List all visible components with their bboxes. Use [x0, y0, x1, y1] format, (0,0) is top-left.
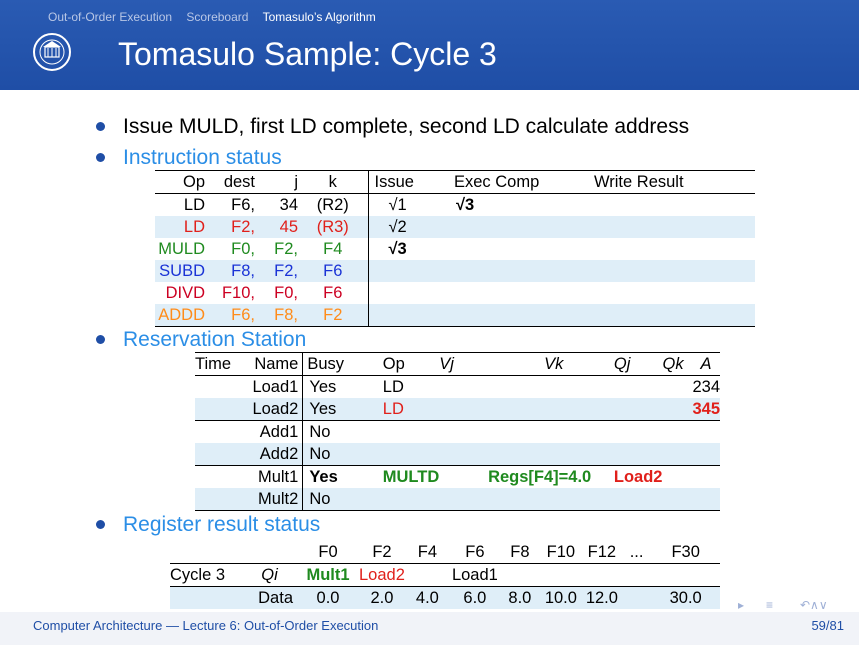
- table-row: [155, 194, 755, 217]
- register-data-row: [170, 587, 720, 610]
- register-data: 4.0: [405, 587, 450, 610]
- register-name: F0: [318, 543, 338, 561]
- col-header-vj: Vj: [439, 353, 484, 376]
- rs-time: [195, 398, 243, 421]
- table-row: [195, 398, 720, 421]
- rs-name: Load1: [243, 376, 303, 399]
- register-name: F30: [671, 543, 700, 561]
- rs-name: Mult1: [243, 466, 303, 489]
- register-data: 10.0: [540, 587, 582, 610]
- register-qi: [540, 564, 582, 587]
- instr-op: SUBD: [155, 260, 205, 282]
- instr-j: 34: [279, 196, 298, 214]
- col-header-busy: Busy: [303, 353, 351, 376]
- rs-op: LD: [351, 398, 440, 421]
- rs-vk: [484, 398, 614, 421]
- rs-op: LD: [382, 378, 404, 396]
- rs-vj: [439, 466, 484, 489]
- cycle-label: Cycle 3: [170, 564, 242, 587]
- instr-op: DIVD: [165, 284, 205, 302]
- rs-time: [195, 376, 243, 399]
- instr-op: ADDD: [155, 304, 205, 327]
- instr-write-result: [574, 282, 755, 304]
- rs-busy: Yes: [309, 378, 337, 396]
- register-data: 6.0: [450, 587, 500, 610]
- instr-exec-comp: [446, 282, 574, 304]
- nav-arrow-icon[interactable]: ▸: [738, 598, 745, 612]
- table-row: [155, 304, 755, 327]
- instr-dest: F0,: [231, 240, 255, 258]
- nav-item-ooo[interactable]: Out-of-Order Execution: [48, 10, 173, 24]
- rs-qj: Load2: [613, 468, 663, 486]
- register-qi: [582, 564, 622, 587]
- col-header-name: Name: [243, 353, 303, 376]
- instr-write-result: [574, 194, 755, 217]
- instr-dest: F2,: [205, 216, 255, 238]
- rs-qk: [662, 421, 692, 444]
- register-names-row: [170, 541, 720, 564]
- instr-issue: [368, 260, 446, 282]
- register-data: 8.0: [500, 587, 540, 610]
- col-header-op: Op: [155, 171, 205, 194]
- bullet-summary: Issue MULD, first LD complete, second LD calculate address: [123, 115, 690, 138]
- table-row: [195, 466, 720, 489]
- rs-time: [195, 421, 243, 444]
- rs-busy: No: [309, 423, 331, 441]
- instr-issue: [368, 282, 446, 304]
- instr-op: LD: [155, 216, 205, 238]
- rs-a: [692, 443, 720, 466]
- nav-item-scoreboard[interactable]: Scoreboard: [186, 10, 249, 24]
- rs-vj: [439, 443, 484, 466]
- rs-vj: [439, 398, 484, 421]
- rs-vj: [439, 488, 484, 511]
- rs-op: [351, 421, 440, 444]
- rs-busy: No: [303, 488, 351, 511]
- register-data: 0.0: [297, 587, 359, 610]
- rs-vk: [484, 488, 614, 511]
- instr-op: MULD: [158, 240, 205, 258]
- col-header-k: k: [298, 171, 368, 194]
- rs-busy: Yes: [309, 468, 338, 486]
- qi-label: Qi: [242, 564, 297, 587]
- instr-issue: √1: [388, 196, 407, 214]
- rs-name: Load2: [243, 398, 303, 421]
- instr-issue: √3: [388, 240, 407, 258]
- rs-name: Add1: [243, 421, 303, 444]
- instr-dest: F8,: [205, 260, 255, 282]
- register-qi: [405, 564, 450, 587]
- col-header-time: Time: [195, 353, 243, 376]
- col-header-j: j: [255, 171, 298, 194]
- register-qi: [622, 564, 651, 587]
- register-name: F4: [417, 543, 438, 561]
- register-qi: Load1: [450, 564, 500, 587]
- rs-a: [692, 488, 720, 511]
- table-row: [195, 443, 720, 466]
- rs-qj: [614, 488, 663, 511]
- rs-op: [351, 443, 440, 466]
- instr-k: F4: [298, 238, 368, 260]
- instr-j: F8,: [255, 304, 298, 327]
- instr-write-result: [574, 260, 755, 282]
- instr-exec-comp: √3: [456, 196, 475, 214]
- reservation-station-table: [195, 352, 720, 511]
- data-label: Data: [242, 587, 297, 610]
- nav-menu-icon[interactable]: ≡: [766, 598, 774, 612]
- bullet-dot-icon: [96, 153, 105, 162]
- table-header-row: [195, 353, 720, 376]
- instr-exec-comp: [446, 238, 574, 260]
- heading-reservation-station: Reservation Station: [123, 328, 307, 351]
- table-row: [155, 260, 755, 282]
- rs-vk: [484, 376, 614, 399]
- instr-j: 45: [255, 216, 298, 238]
- instr-k: F6: [298, 260, 368, 282]
- table-row: [155, 238, 755, 260]
- heading-instruction-status: Instruction status: [123, 146, 282, 169]
- rs-time: [195, 443, 243, 466]
- register-name: F6: [465, 543, 485, 561]
- rs-qj: [614, 376, 663, 399]
- register-data: 30.0: [651, 587, 720, 610]
- col-header-a: A: [692, 353, 720, 376]
- instr-write-result: [574, 216, 755, 238]
- register-data: [622, 587, 651, 610]
- col-header-op: Op: [351, 353, 440, 376]
- rs-qk: [662, 398, 692, 421]
- bullet-dot-icon: [96, 122, 105, 131]
- col-header-qj: Qj: [614, 353, 663, 376]
- rs-op: [351, 488, 440, 511]
- rs-qj: [614, 398, 663, 421]
- table-row: [195, 421, 720, 444]
- instr-write-result: [574, 304, 755, 327]
- instr-write-result: [574, 238, 755, 260]
- slide-header: [0, 0, 859, 90]
- rs-a: 345: [692, 398, 720, 421]
- footer-lecture-title: Computer Architecture — Lecture 6: Out-of-Order Execution: [33, 618, 379, 633]
- rs-qk: [662, 376, 692, 399]
- table-header-row: [155, 171, 755, 194]
- instr-dest: F6,: [231, 196, 255, 214]
- rs-a: [692, 466, 720, 489]
- register-qi: Load2: [359, 564, 405, 587]
- rs-vj: [439, 421, 484, 444]
- register-name: F10: [546, 543, 576, 561]
- rs-qj: [614, 443, 663, 466]
- register-name: ...: [629, 543, 644, 561]
- instr-dest: F6,: [205, 304, 255, 327]
- register-result-table: [170, 541, 720, 609]
- table-row: [155, 216, 755, 238]
- rs-qj: [614, 421, 663, 444]
- register-qi: [500, 564, 540, 587]
- rs-time: [195, 466, 243, 489]
- rs-vk: [484, 421, 614, 444]
- rs-name: Mult2: [243, 488, 303, 511]
- heading-register-result-status: Register result status: [123, 513, 321, 536]
- instr-dest: F10,: [221, 284, 255, 302]
- rs-a: 234: [692, 378, 720, 396]
- instr-k: F2: [298, 304, 368, 327]
- slide-title: Tomasulo Sample: Cycle 3: [118, 36, 497, 72]
- bullet-dot-icon: [96, 520, 105, 529]
- rs-qk: [662, 488, 692, 511]
- rs-qk: [662, 443, 692, 466]
- instr-issue: √2: [368, 216, 446, 238]
- nav-zoom-icon[interactable]: ↶∧∨: [800, 598, 828, 612]
- table-row: [195, 376, 720, 399]
- col-header-issue: Issue: [368, 171, 446, 194]
- instr-j: F2,: [255, 260, 298, 282]
- table-row: [195, 488, 720, 511]
- register-qi: [651, 564, 720, 587]
- instr-j: F2,: [274, 240, 298, 258]
- col-header-dest: dest: [205, 171, 255, 194]
- bullet-dot-icon: [96, 335, 105, 344]
- col-header-write-result: Write Result: [574, 171, 755, 194]
- col-header-qk: Qk: [662, 353, 692, 376]
- instr-exec-comp: [446, 304, 574, 327]
- instr-exec-comp: [446, 216, 574, 238]
- register-name: F8: [510, 543, 530, 561]
- register-name: F12: [587, 543, 617, 561]
- rs-op: MULTD: [382, 468, 440, 486]
- slide-footer: [0, 612, 859, 645]
- rs-time: [195, 488, 243, 511]
- instr-issue: [368, 304, 446, 327]
- instr-k: (R3): [298, 216, 368, 238]
- rs-busy: No: [303, 443, 351, 466]
- instr-j: F0,: [274, 284, 298, 302]
- rs-qk: [662, 466, 692, 489]
- instr-exec-comp: [446, 260, 574, 282]
- rs-name: Add2: [243, 443, 303, 466]
- footer-page-number: 59/81: [811, 618, 844, 633]
- table-row: [155, 282, 755, 304]
- instr-k: F6: [298, 282, 368, 304]
- instruction-status-table: [155, 170, 755, 327]
- register-name: F2: [372, 543, 392, 561]
- register-data: 2.0: [359, 587, 405, 610]
- rs-vk: [484, 443, 614, 466]
- rs-busy: Yes: [303, 398, 351, 421]
- col-header-vk: Vk: [484, 353, 614, 376]
- register-qi-row: [170, 564, 720, 587]
- col-header-exec-comp: Exec Comp: [446, 171, 574, 194]
- register-qi: Mult1: [297, 564, 359, 587]
- instr-k: (R2): [298, 194, 368, 217]
- rs-a: [692, 421, 720, 444]
- instr-op: LD: [183, 196, 205, 214]
- nav-item-tomasulo[interactable]: Tomasulo’s Algorithm: [262, 10, 376, 24]
- rs-vj: [439, 376, 484, 399]
- university-logo-icon: [32, 30, 72, 74]
- rs-vk: Regs[F4]=4.0: [488, 468, 592, 486]
- register-data: 12.0: [582, 587, 622, 610]
- section-nav: [48, 10, 387, 24]
